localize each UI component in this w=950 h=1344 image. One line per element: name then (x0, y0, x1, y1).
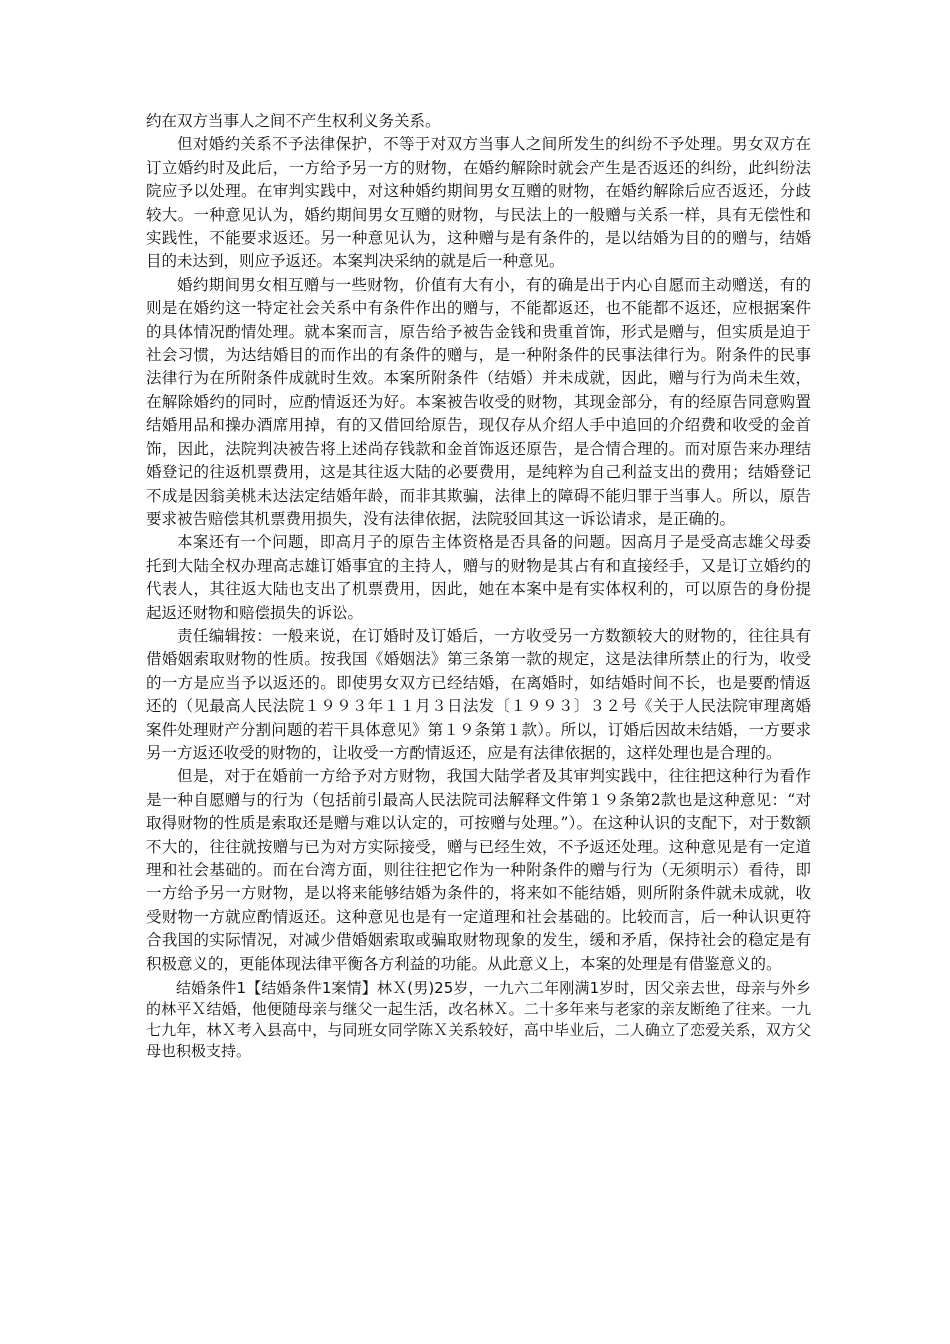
document-body (146, 110, 811, 1062)
paragraph-dispute-handling: 但对婚约关系不予法律保护，不等于对双方当事人之间所发生的纠纷不予处理。男女双方在订立婚约时及此后，一方给予另一方的财物，在婚约解除时就会产生是否返还的纠纷，此纠纷法院应予以处理。在审判实践中，对这种婚约期间男女互赠的财物，在婚约解除后应否返还，分歧较大。一种意见认为，婚约期间男女互赠的财物，与民法上的一般赠与关系一样，具有无偿性和实践性，不能要求返还。另一种意见认为，这种赠与是有条件的，是以结婚为目的的赠与，结婚目的未达到，则应予返还。本案判决采纳的就是后一种意见。 (146, 135, 811, 271)
paragraph-editor-note: 责任编辑按：一般来说，在订婚时及订婚后，一方收受另一方数额较大的财物的，往往具有借婚姻索取财物的性质。按我国《婚姻法》第三条第一款的规定，这是法律所禁止的行为，收受的一方是应当予以返还的。即使男女双方已经结婚，在离婚时，如结婚时间不长，也是要酌情返还的（见最高人民法院１９９３年１１月３日法发〔１９９３〕３２号《关于人民法院审理离婚案件处理财产分割问题的若干具体意见》第１９条第１款）。所以，订婚后因故未结婚，一方要求另一方返还收受的财物的，让收受一方酌情返还，应是有法律依据的，这样处理也是合理的。 (146, 626, 811, 762)
paragraph-gift-analysis: 婚约期间男女相互赠与一些财物，价值有大有小，有的确是出于内心自愿而主动赠送，有的则是在婚约这一特定社会关系中有条件作出的赠与，不能都返还，也不能都不返还，应根据案件的具体情况酌情处理。就本案而言，原告给予被告金钱和贵重首饰，形式是赠与，但实质是迫于社会习惯，为达结婚目的而作出的有条件的赠与，是一种附条件的民事法律行为。附条件的民事法律行为在所附条件成就时生效。本案所附条件（结婚）并未成就，因此，赠与行为尚未生效，在解除婚约的同时，应酌情返还为好。本案被告收受的财物，其现金部分，有的经原告同意购置结婚用品和操办酒席用掉，有的又借回给原告，现仅存从介绍人手中追回的介绍费和收受的金首饰，因此，法院判决被告将上述尚存钱款和金首饰返还原告，是合情合理的。而对原告来办理结婚登记的往返机票费用，这是其往返大陆的必要费用，是纯粹为自己利益支出的费用；结婚登记不成是因翁美桃未达法定结婚年龄，而非其欺骗，法律上的障碍不能归罪于当事人。所以，原告要求被告赔偿其机票费用损失，没有法律依据，法院驳回其这一诉讼请求，是正确的。 (146, 275, 811, 528)
paragraph-comparison: 但是，对于在婚前一方给予对方财物，我国大陆学者及其审判实践中，往往把这种行为看作是一种自愿赠与的行为（包括前引最高人民法院司法解释文件第１９条第2款也是这种意见：“对取得财物的性质是索取还是赠与难以认定的，可按赠与处理。”）。在这种认识的支配下，对于数额不大的，往往就按赠与已为对方实际接受，赠与已经生效，不予返还处理。这种意见是有一定道理和社会基础的。而在台湾方面，则往往把它作为一种附条件的赠与行为（无须明示）看待，即一方给予另一方财物，是以将来能够结婚为条件的，将来如不能结婚，则所附条件就未成就，收受财物一方就应酌情返还。这种意见也是有一定道理和社会基础的。比较而言，后一种认识更符合我国的实际情况，对减少借婚姻索取或骗取财物现象的发生，缓和矛盾，保持社会的稳定是有积极意义的，更能体现法律平衡各方利益的功能。从此意义上，本案的处理是有借鉴意义的。 (146, 767, 811, 973)
paragraph-marriage-conditions-case: 结婚条件1【结婚条件1案情】林Ｘ(男)25岁，一九六二年刚满1岁时，因父亲去世，母亲与外乡的林平Ｘ结婚，他便随母亲与继父一起生活，改名林Ｘ。二十多年来与老家的亲友断绝了往来。一九七九年，林Ｘ考入县高中，与同班女同学陈Ｘ关系较好，高中毕业后，二人确立了恋爱关系，双方父母也积极支持。 (146, 979, 811, 1061)
paragraph-plaintiff-standing: 本案还有一个问题，即高月子的原告主体资格是否具备的问题。因高月子是受高志雄父母委托到大陆全权办理高志雄订婚事宜的主持人，赠与的财物是其占有和直接经手，又是订立婚约的代表人，其往返大陆也支出了机票费用，因此，她在本案中是有实体权利的，可以原告的身份提起返还财物和赔偿损失的诉讼。 (146, 533, 811, 622)
paragraph-continuation: 约在双方当事人之间不产生权利义务关系。 (146, 112, 441, 130)
